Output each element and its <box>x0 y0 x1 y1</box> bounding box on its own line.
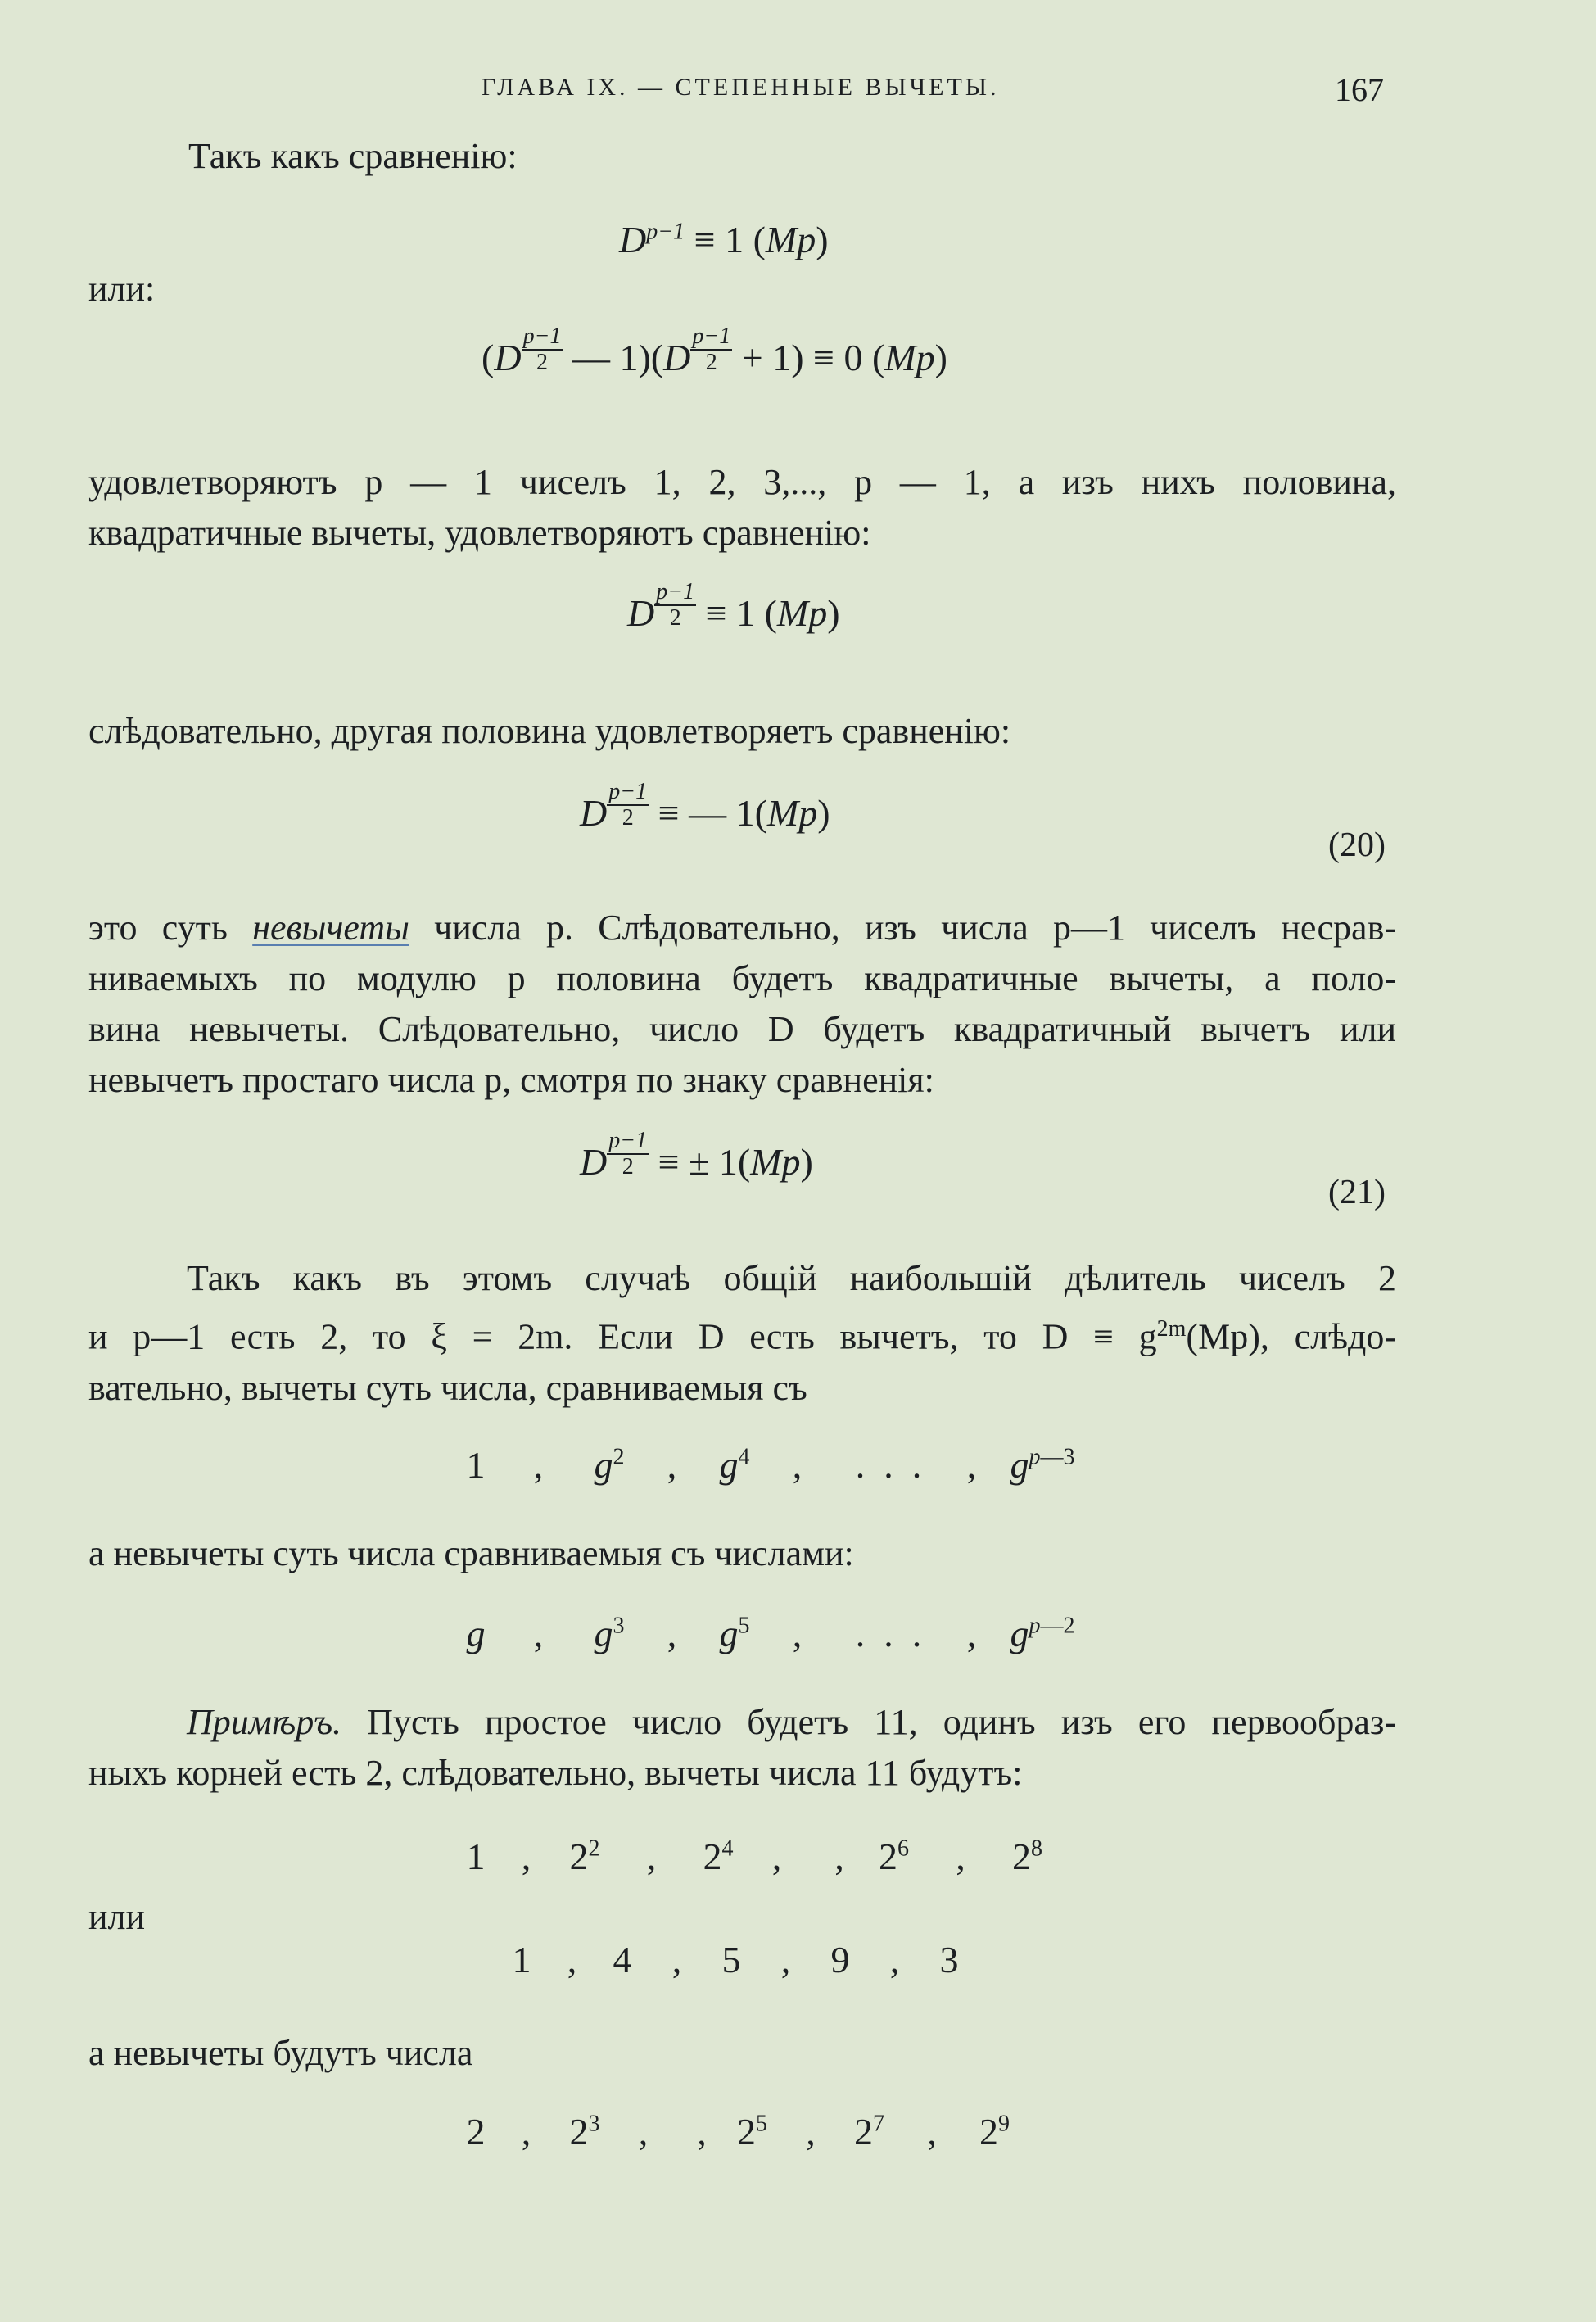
nonresidues-g-sequence: g , $g^3$ , $g^5$ , . . . , $g^{p—2}$ <box>466 1613 1075 1654</box>
equation-number-20: (20) <box>1328 826 1386 864</box>
equation-1: $D^{p-1} \equiv 1$ (Mp) <box>619 219 829 260</box>
eq1-exponent: p−1 <box>646 219 685 245</box>
paragraph-2: слѣдовательно, другая половина удовлетворяетъ сравненію: <box>88 711 1011 751</box>
nonresidues-power-sequence: 2 , $2^3$ , , $2^5$ , $2^7$ , $2^9$ <box>466 2111 1010 2152</box>
paragraph-5: а невычеты суть числа сравниваемыя съ числами: <box>88 1533 854 1573</box>
page-number: 167 <box>1335 71 1384 108</box>
running-header: ГЛАВА IX. — СТЕПЕННЫЕ ВЫЧЕТЫ. <box>482 74 1000 101</box>
or-label-1: или: <box>88 269 156 309</box>
p3-line-3: вина невычеты. Слѣдовательно, число D будетъ квадратичный вычетъ или <box>88 1009 1396 1049</box>
equation-3: D $\frac{p-1}{2}$ ≡ 1 (Mp) <box>627 579 840 634</box>
intro-text: Такъ какъ сравненію: <box>188 136 518 176</box>
p1-line-1: удовлетворяютъ p — 1 чиселъ 1, 2, 3,..., p — 1, а изъ нихъ половина, <box>88 462 1396 502</box>
paragraph-1 <box>88 457 1396 559</box>
residues-g-sequence: 1 , $g^2$ , $g^4$ , . . . , $g^{p—3}$ <box>466 1444 1075 1486</box>
p3-line-1: это суть невычеты числа p. Слѣдовательно, изъ числа p—1 чиселъ несрав- <box>88 908 1397 948</box>
p4-line-3: вательно, вычеты суть числа, сравниваемыя съ <box>88 1367 807 1408</box>
paragraph-6 <box>88 1697 1396 1799</box>
p6-line-1: Примѣръ. Пусть простое число будетъ 11, одинъ изъ его первообраз- <box>187 1702 1396 1742</box>
equation-2: (D $\frac{p-1}{2}$ — 1)(D $\frac{p-1}{2}$ + 1) ≡ 0 (Mp) <box>482 324 947 378</box>
or-label-2: или <box>88 1897 146 1937</box>
example-label: Примѣръ. <box>187 1702 342 1742</box>
equation-5: D $\frac{p-1}{2}$ ≡ ± 1(Mp) <box>580 1128 813 1183</box>
residues-power-sequence: 1 , $2^2$ , $2^4$ , , $2^6$ , $2^8$ <box>466 1835 1042 1877</box>
residues-number-sequence: 1 , 4 , 5 , 9 , 3 <box>512 1939 959 1980</box>
equation-4: D $\frac{p-1}{2}$ ≡ — 1(Mp) <box>580 779 830 834</box>
paragraph-7: а невычеты будутъ числа <box>88 2033 473 2073</box>
p4-line-1: Такъ какъ въ этомъ случаѣ общій наибольшій дѣлитель чиселъ 2 <box>187 1258 1396 1298</box>
paragraph-4 <box>88 1253 1396 1414</box>
p3-line-2: ниваемыхъ по модулю p половина будетъ квадратичные вычеты, а поло- <box>88 958 1396 998</box>
equation-number-21: (21) <box>1328 1174 1386 1211</box>
p1-line-2: квадратичные вычеты, удовлетворяютъ сравненію: <box>88 513 871 553</box>
nevychety-term: невычеты <box>252 908 409 948</box>
p3-line-4: невычетъ простаго числа p, смотря по знаку сравненія: <box>88 1060 934 1100</box>
paragraph-3 <box>88 903 1396 1106</box>
p4-line-2: и p—1 есть 2, то ξ = 2m. Если D есть вычетъ, то $D \equiv g^{2m}(Mp)$, слѣдо- <box>88 1316 1396 1357</box>
p6-line-2: ныхъ корней есть 2, слѣдовательно, вычеты числа 11 будутъ: <box>88 1753 1023 1793</box>
